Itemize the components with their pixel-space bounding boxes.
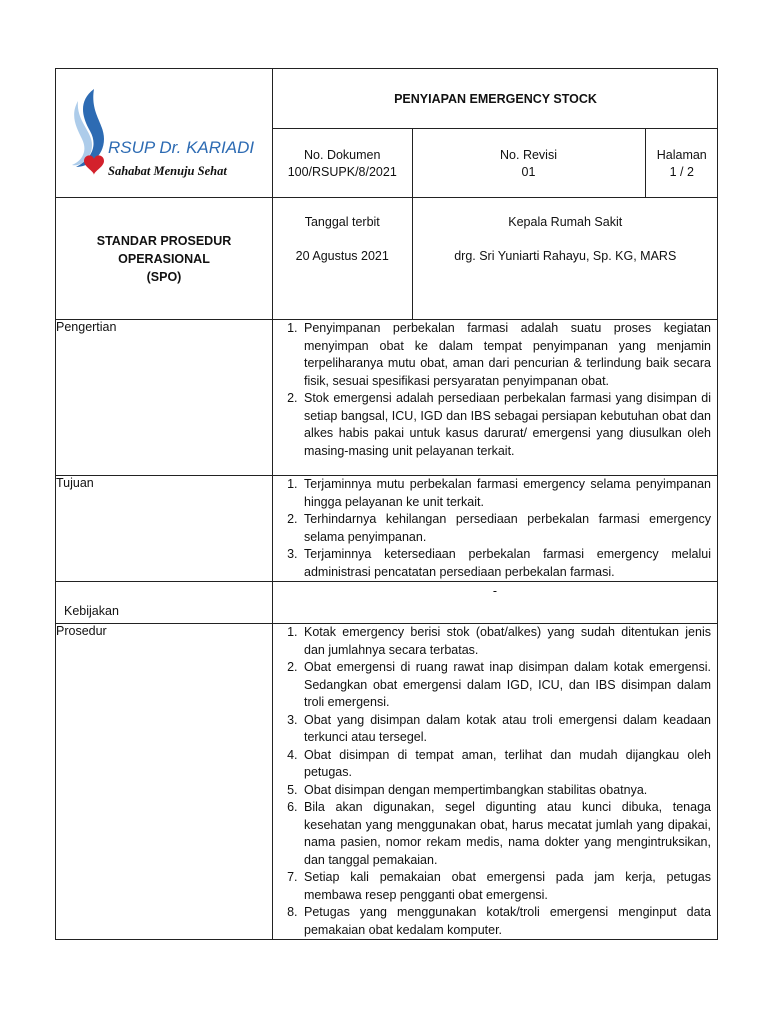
- hospital-logo-cell: [56, 69, 273, 198]
- kebijakan-label: Kebijakan: [56, 582, 273, 624]
- tanggal-label: Tanggal terbit: [304, 215, 380, 229]
- tanggal-value: 20 Agustus 2021: [295, 249, 389, 263]
- no-revisi-cell: [412, 129, 645, 198]
- spo-line-3: (SPO): [146, 269, 182, 284]
- pengertian-content: [273, 320, 718, 476]
- spo-line-2: OPERASIONAL: [118, 251, 210, 266]
- list-item: 4. Obat disimpan di tempat aman, terlihat dan mudah dijangkau oleh petugas.: [301, 747, 711, 782]
- list-item: 8. Petugas yang menggunakan kotak/troli emergensi menginput data pemakaian obat kedalam komputer.: [301, 904, 711, 939]
- no-revisi-label: No. Revisi: [500, 148, 557, 162]
- no-dokumen-value: 100/RSUPK/8/2021: [287, 165, 397, 179]
- list-item: 3. Terjaminnya ketersediaan perbekalan farmasi emergency melalui administrasi pencatatan persediaan perbekalan farmasi.: [301, 546, 711, 581]
- list-item: 2. Stok emergensi adalah persediaan perbekalan farmasi yang disimpan di setiap bangsal, ICU, IGD dan IBS sebagai persiapan kebutuhan obat dan alkes habis pakai untuk kasus darurat/ emergensi yang diusulkan oleh masing-masing unit pelayanan terkait.: [301, 390, 711, 460]
- list-item: 1. Penyimpanan perbekalan farmasi adalah suatu proses kegiatan menyimpan obat ke dalam tempat penyimpanan yang menjamin terpeliharanya mutu obat, aman dari pencurian & terlindung baik secara fisik, sesuai spesifikasi persyaratan penyimpanan obat.: [301, 320, 711, 390]
- hospital-tagline: Sahabat Menuju Sehat: [108, 164, 227, 178]
- prosedur-list: [273, 624, 717, 939]
- list-item: 1. Terjaminnya mutu perbekalan farmasi emergency selama penyimpanan hingga pelayanan ke unit terkait.: [301, 476, 711, 511]
- kebijakan-value: -: [273, 582, 718, 624]
- list-item: 2. Obat emergensi di ruang rawat inap disimpan dalam kotak emergensi. Sedangkan obat emergensi dalam IGD, ICU, dan IBS disimpan dalam troli emergensi.: [301, 659, 711, 712]
- pengertian-label: Pengertian: [56, 320, 273, 476]
- tujuan-list: [273, 476, 717, 581]
- no-dokumen-cell: [273, 129, 412, 198]
- spo-title-cell: [56, 198, 273, 320]
- list-item: 1. Kotak emergency berisi stok (obat/alkes) yang sudah ditentukan jenis dan jumlahnya secara terbatas.: [301, 624, 711, 659]
- list-item: 2. Terhindarnya kehilangan persediaan perbekalan farmasi emergency selama penyimpanan.: [301, 511, 711, 546]
- header-info-table: [273, 69, 718, 197]
- pengertian-list: [273, 320, 717, 460]
- list-item: 6. Bila akan digunakan, segel digunting atau kunci dibuka, tenaga kesehatan yang menggunakan obat, harus mecatat jumlah yang dipakai, nama pasien, nomor rekam medis, nama dokter yang mengintruksikan, dan tanggal pemakaian.: [301, 799, 711, 869]
- halaman-cell: [645, 129, 718, 198]
- kepala-label: Kepala Rumah Sakit: [508, 215, 623, 229]
- header-info-cell: [273, 69, 718, 198]
- tanggal-cell: [273, 198, 412, 319]
- spo-document-table: [55, 68, 718, 940]
- kepala-cell: [412, 198, 718, 319]
- hospital-logo: [68, 87, 268, 187]
- halaman-value: 1 / 2: [669, 165, 694, 179]
- spo-line-1: STANDAR PROSEDUR: [96, 233, 232, 248]
- document-title: PENYIAPAN EMERGENCY STOCK: [273, 69, 718, 129]
- approval-table: [273, 198, 718, 319]
- prosedur-label: Prosedur: [56, 624, 273, 940]
- list-item: 5. Obat disimpan dengan mempertimbangkan stabilitas obatnya.: [301, 782, 711, 800]
- tujuan-content: [273, 476, 718, 582]
- no-dokumen-label: No. Dokumen: [304, 148, 381, 162]
- halaman-label: Halaman: [656, 148, 707, 162]
- list-item: 3. Obat yang disimpan dalam kotak atau troli emergensi dalam keadaan terkunci atau tersegel.: [301, 712, 711, 747]
- approval-cell: [273, 198, 718, 320]
- no-revisi-value: 01: [521, 165, 536, 179]
- tujuan-label: Tujuan: [56, 476, 273, 582]
- hospital-name: RSUP Dr. KARIADI: [108, 138, 255, 157]
- list-item: 7. Setiap kali pemakaian obat emergensi pada jam kerja, petugas membawa resep pengganti obat emergensi.: [301, 869, 711, 904]
- prosedur-content: [273, 624, 718, 940]
- kepala-value: drg. Sri Yuniarti Rahayu, Sp. KG, MARS: [454, 249, 677, 263]
